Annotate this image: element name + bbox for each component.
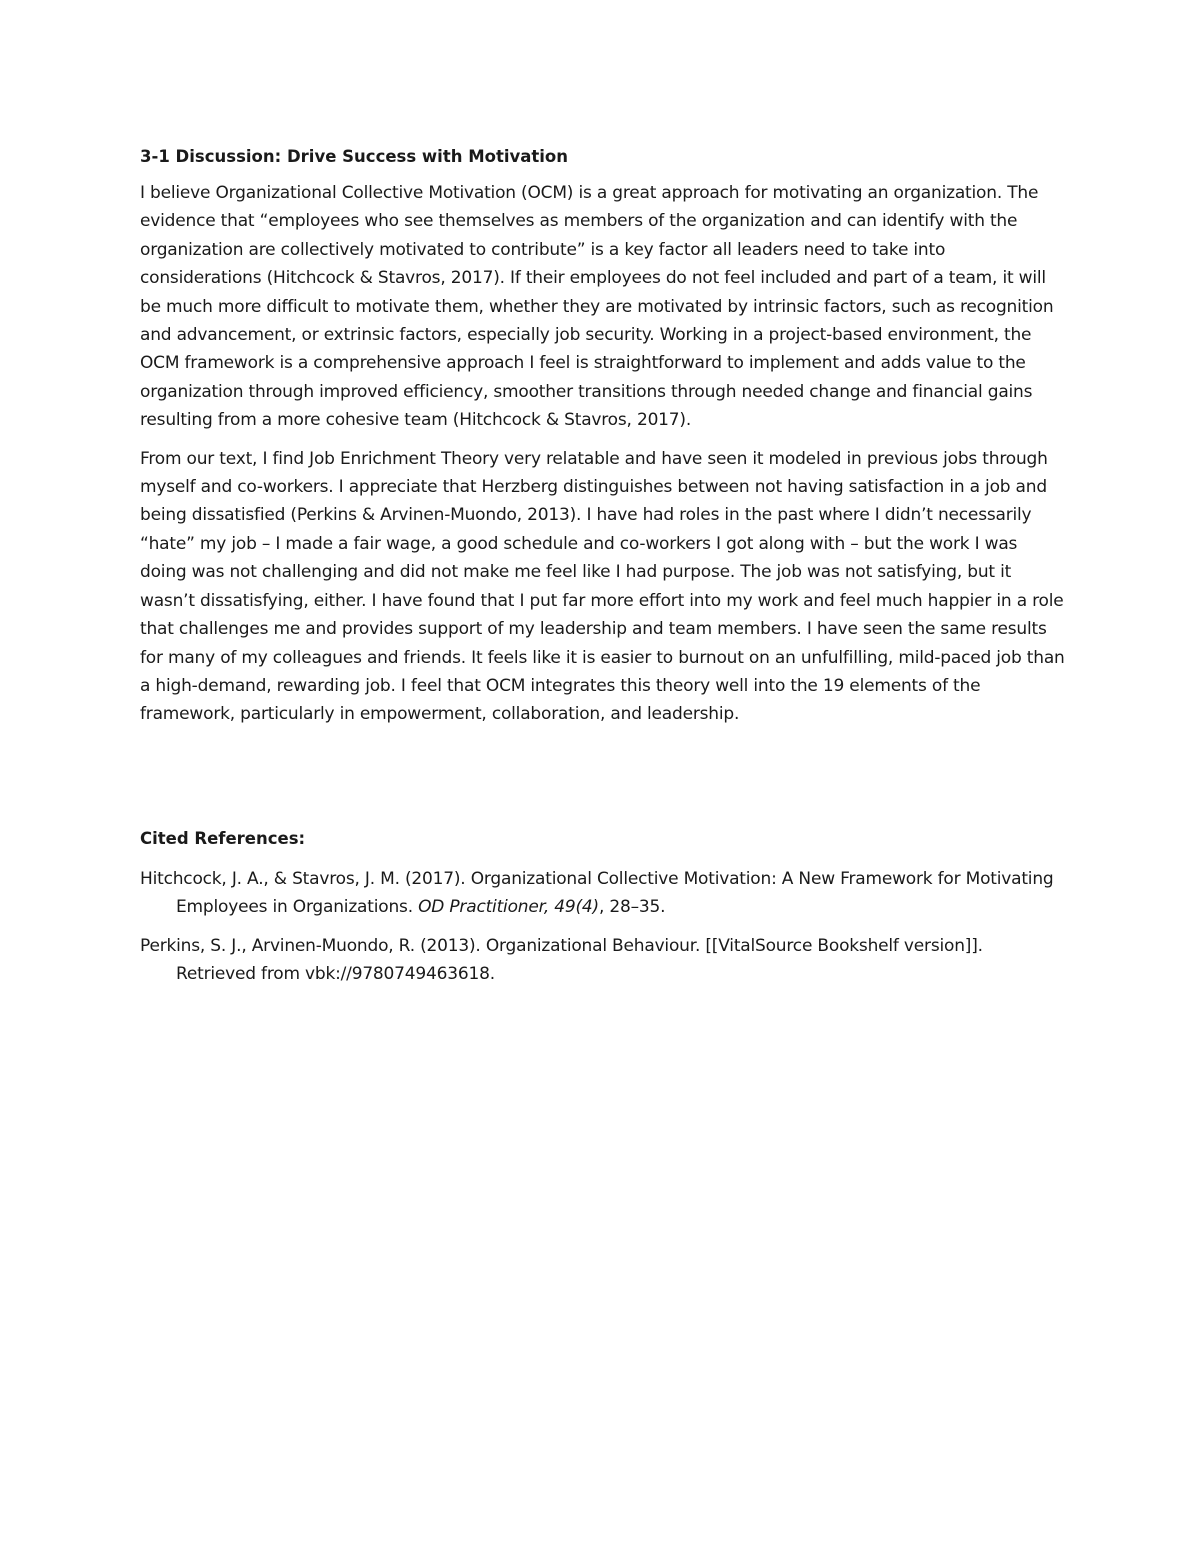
references-heading: Cited References: (140, 828, 306, 848)
reference-text: Hitchcock, J. A., & Stavros, J. M. (2017). Organizational Collective Motivation: A New Framework for Motivating Employees in Organizations. (140, 868, 1054, 918)
paragraph-1: I believe Organizational Collective Motivation (OCM) is a great approach for motivating an organization. The evidence that “employees who see themselves as members of the organization and can identify with the organization are collectively motivated to contribute” is a key factor all leaders need to take into considerations (Hitchcock & Stavros, 2017). If their employees do not feel included and part of a team, it will be much more difficult to motivate them, whether they are motivated by intrinsic factors, such as recognition and advancement, or extrinsic factors, especially job security. Working in a project-based environment, the OCM framework is a comprehensive approach I feel is straightforward to implement and adds value to the organization through improved efficiency, smoother transitions through needed change and financial gains resulting from a more cohesive team (Hitchcock & Stavros, 2017). (140, 183, 1054, 431)
document-page (140, 140, 1065, 998)
reference-journal: OD Practitioner, 49(4) (418, 897, 599, 918)
reference-text: Perkins, S. J., Arvinen-Muondo, R. (2013). Organizational Behaviour. [[VitalSource Bookshelf version]]. Retrieved from vbk://9780749463618. (140, 935, 983, 984)
section-spacer (140, 739, 1065, 825)
document-title: 3-1 Discussion: Drive Success with Motivation (140, 147, 569, 166)
reference-item (140, 865, 1065, 922)
paragraph-2: From our text, I find Job Enrichment Theory very relatable and have seen it modeled in previous jobs through myself and co-workers. I appreciate that Herzberg distinguishes between not having satisfaction in a job and being dissatisfied (Perkins & Arvinen-Muondo, 2013). I have had roles in the past where I didn’t necessarily “hate” my job – I made a fair wage, a good schedule and co-workers I got along with – but the work I was doing was not challenging and did not make me feel like I had purpose. The job was not satisfying, but it wasn’t dissatisfying, either. I have found that I put far more effort into my work and feel much happier in a role that challenges me and provides support of my leadership and team members. I have seen the same results for many of my colleagues and friends. It feels like it is easier to burnout on an unfulfilling, mild-paced job than a high-demand, rewarding job. I feel that OCM integrates this theory well into the 19 elements of the framework, particularly in empowerment, collaboration, and leadership. (140, 448, 1065, 725)
reference-pages: , 28–35. (598, 897, 666, 918)
reference-item (140, 932, 1065, 989)
